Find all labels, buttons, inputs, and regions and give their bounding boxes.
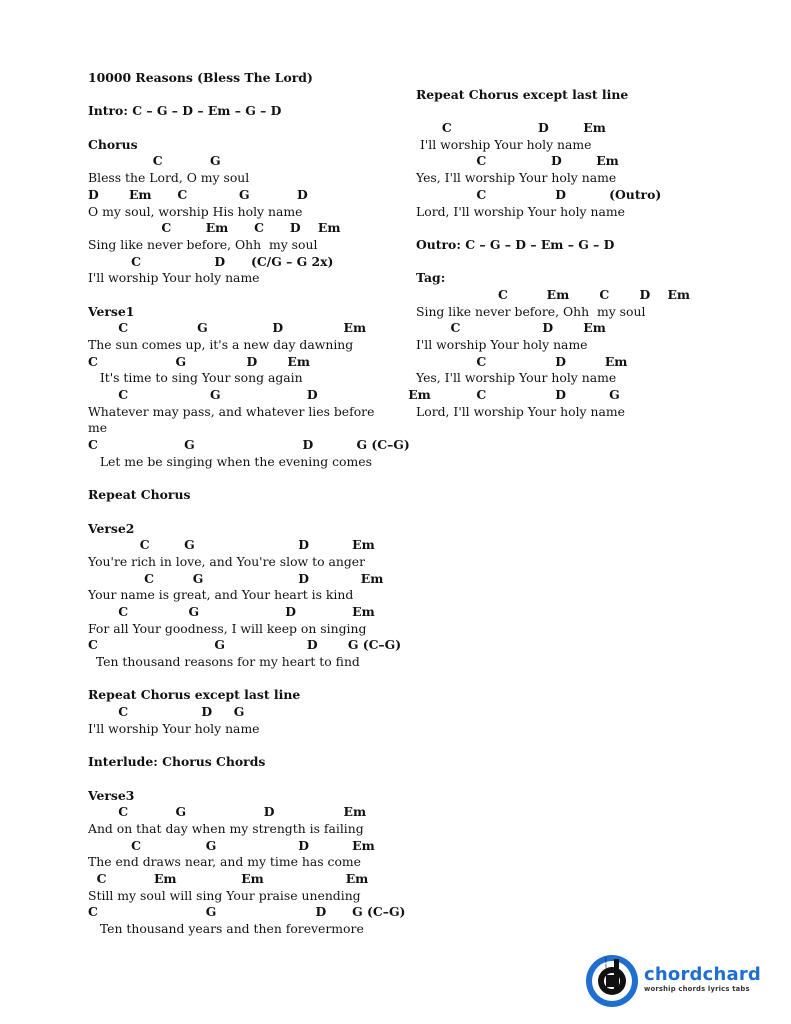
left-column-chord-line: C G D G (C–G) (88, 437, 410, 453)
right-column (416, 70, 716, 420)
left-column-blank-line (88, 504, 388, 521)
right-column-chord-line: C D (Outro) (416, 186, 662, 202)
left-column-lyric-line: The sun comes up, it's a new day dawning (88, 337, 354, 352)
left-column-heading-line: Intro: C – G – D – Em – G – D (88, 103, 282, 119)
left-column-lyric-line: The end draws near, and my time has come (88, 854, 362, 870)
left-column-lyric-line: Whatever may pass, and whatever lies before (88, 403, 375, 419)
left-column-heading-line: Repeat Chorus (88, 487, 191, 503)
right-column-blank-line (416, 103, 716, 120)
left-column-heading-line: 10000 Reasons (Bless The Lord) (88, 70, 313, 85)
left-column-chord-line: C G (88, 153, 221, 169)
left-column-chord-line: C G D Em (88, 570, 384, 586)
right-column-blank-line (416, 254, 716, 271)
right-column-lyric-line: Sing like never before, Ohh my soul (416, 303, 646, 319)
right-column-chord-line: C D G (416, 387, 620, 403)
left-column-chord-line: C G D Em (88, 320, 367, 336)
left-column-lyric-line: Still my soul will sing Your praise unending (88, 887, 361, 903)
right-column-heading-line: Outro: C – G – D – Em – G – D (416, 236, 615, 252)
right-column-chord-line: C D Em (416, 320, 606, 336)
right-column-lyric-line: Yes, I'll worship Your holy name (416, 370, 617, 386)
left-column-blank-line (88, 771, 388, 788)
left-column-lyric-line: Ten thousand years and then forevermore (88, 921, 364, 937)
left-column-blank-line (88, 471, 388, 488)
left-column-lyric-line: Bless the Lord, O my soul (88, 170, 250, 186)
right-column-chord-line: C D Em (416, 153, 619, 169)
left-column-chord-line: C G D Em (88, 353, 310, 369)
right-column-lyric-line: I'll worship Your holy name (416, 337, 588, 352)
left-column-chord-line: C G D Em (88, 387, 431, 403)
right-column-heading-line: Repeat Chorus except last line (416, 86, 629, 102)
left-column-lyric-line: For all Your goodness, I will keep on singing (88, 620, 367, 636)
left-column-heading-line: Chorus (88, 136, 138, 152)
left-column-heading-line: Interlude: Chorus Chords (88, 754, 266, 770)
left-column-lyric-line: You're rich in love, and You're slow to anger (88, 553, 366, 569)
right-column-blank-line (416, 220, 716, 237)
left-column-lyric-line: Your name is great, and Your heart is kind (88, 587, 354, 603)
left-column-chord-line: C G D Em (88, 604, 375, 619)
left-column-chord-line: C Em Em Em (88, 871, 369, 886)
logo-name: chordchard (644, 964, 762, 985)
chordchard-logo-icon (584, 953, 640, 1009)
left-column-lyric-line: I'll worship Your holy name (88, 270, 260, 286)
left-column-blank-line (88, 287, 388, 304)
right-column-lyric-line: Yes, I'll worship Your holy name (416, 170, 617, 186)
left-column-lyric-line: It's time to sing Your song again (88, 370, 303, 386)
left-column-chord-line: C D G (88, 704, 245, 720)
left-column-chord-line: C G D Em (88, 537, 375, 553)
right-column-lyric-line: Lord, I'll worship Your holy name (416, 203, 625, 219)
right-column-blank-line (416, 70, 716, 87)
left-column-blank-line (88, 120, 388, 137)
left-column-chord-line: D Em C G D (88, 186, 308, 202)
left-column-chord-line: C Em C D Em (88, 220, 341, 236)
left-column-heading-line: Verse3 (88, 787, 135, 803)
left-column-blank-line (88, 87, 388, 104)
left-column-lyric-line: me (88, 420, 108, 436)
left-column-heading-line: Verse2 (88, 520, 135, 536)
left-column-lyric-line: O my soul, worship His holy name (88, 203, 303, 219)
left-column-lyric-line: Let me be singing when the evening comes (88, 453, 372, 469)
right-column-chord-line: C D Em (416, 120, 606, 136)
right-column-lyric-line: Lord, I'll worship Your holy name (416, 403, 625, 419)
right-column-chord-line: C Em C D Em (416, 286, 691, 302)
left-column-lyric-line: And on that day when my strength is failing (88, 820, 364, 836)
left-column-chord-line: C G D G (C–G) (88, 904, 406, 920)
left-column-chord-line: C G D G (C–G) (88, 637, 402, 653)
left-column-lyric-line: Ten thousand reasons for my heart to find (88, 654, 360, 670)
left-column-lyric-line: Sing like never before, Ohh my soul (88, 236, 318, 252)
left-column-heading-line: Verse1 (88, 303, 135, 319)
left-column-chord-line: C D (C/G – G 2x) (88, 253, 334, 269)
right-column-lyric-line: I'll worship Your holy name (416, 136, 592, 152)
left-column-blank-line (88, 738, 388, 755)
right-column-heading-line: Tag: (416, 270, 446, 286)
left-column-blank-line (88, 671, 388, 688)
left-column-lyric-line: I'll worship Your holy name (88, 720, 260, 736)
left-column-heading-line: Repeat Chorus except last line (88, 687, 301, 703)
left-column-chord-line: C G D Em (88, 804, 367, 820)
logo-tagline: worship chords lyrics tabs (644, 985, 750, 993)
chordchard-logo[interactable] (584, 953, 774, 1013)
left-column-chord-line: C G D Em (88, 837, 375, 853)
right-column-chord-line: C D Em (416, 353, 628, 369)
logo-ring-text: chordchard (604, 957, 608, 974)
